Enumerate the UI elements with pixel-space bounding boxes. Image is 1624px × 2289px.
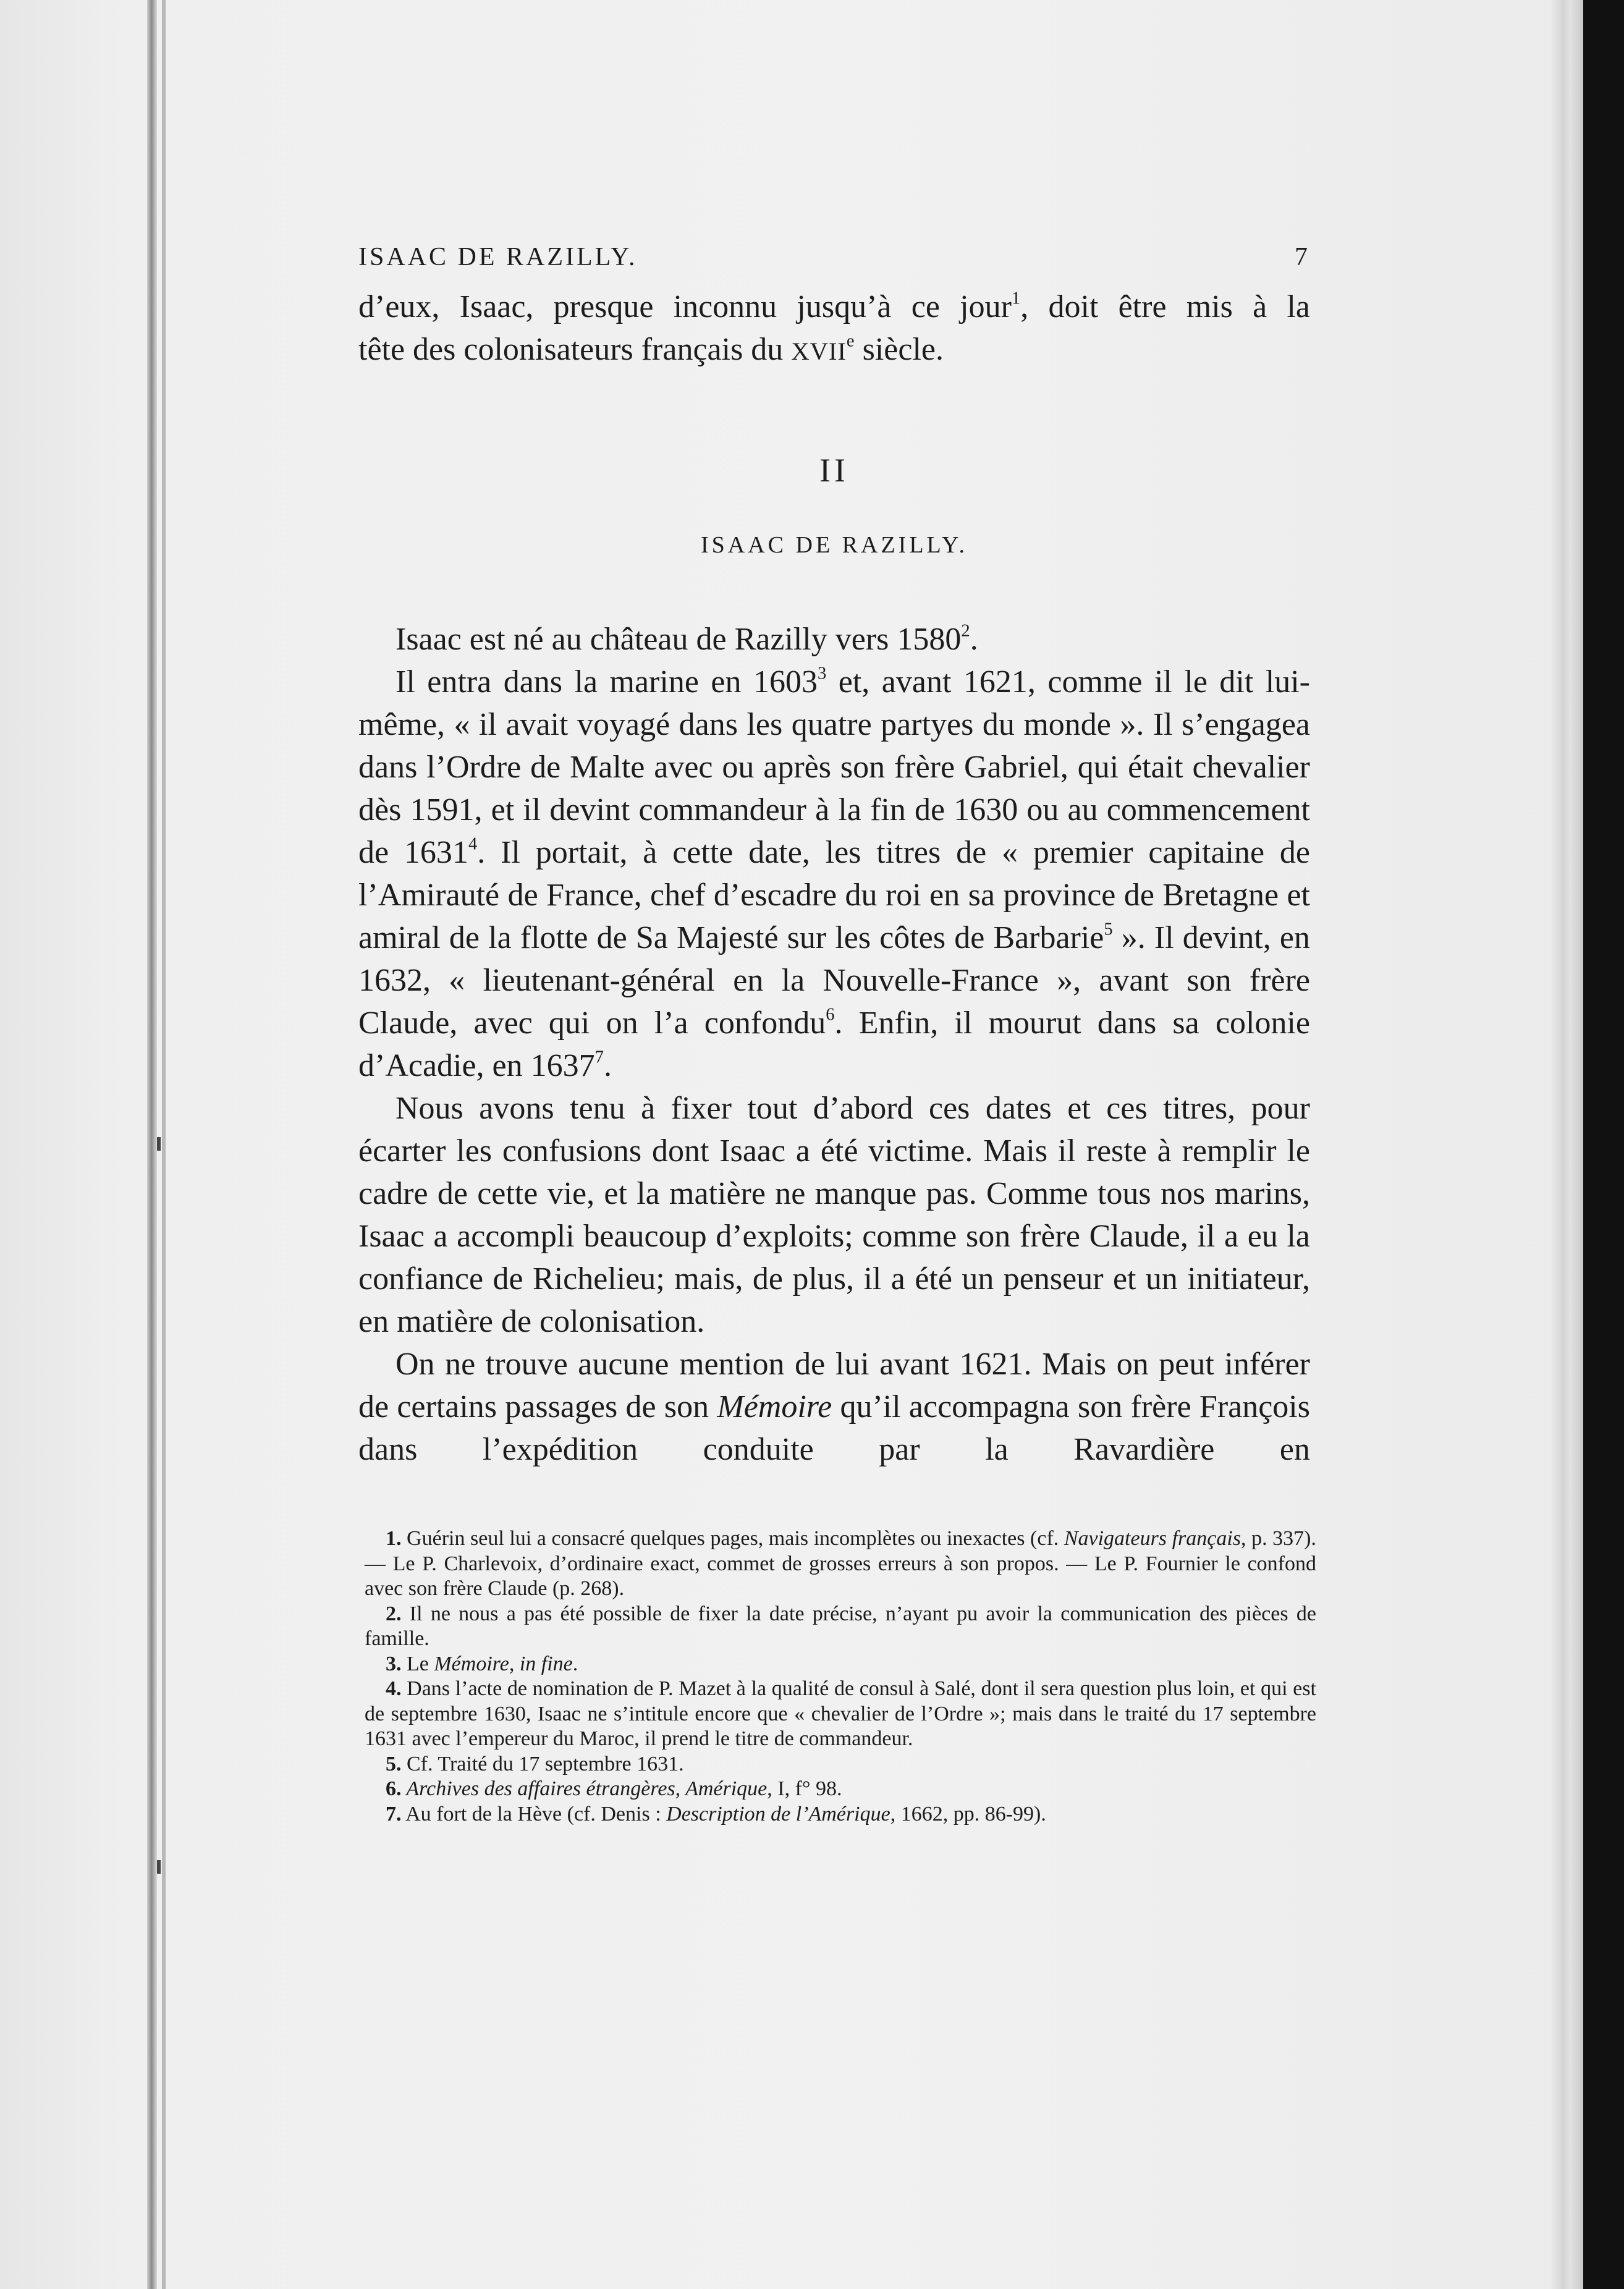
footnote-2 xyxy=(365,1602,1316,1652)
text-run: et, avant 1621, comme il le dit lui-même, « il avait voyagé dans les quatre partyes du monde ». Il s’engagea dans l’Ordre de Malte avec ou après son frère Gabriel, qui était chevalier dès 1591, et il devint commandeur à la fin de 1630 ou au commencement de 1631 xyxy=(358,664,1310,870)
text-run: . Enfin, il mourut dans sa colonie d’Acadie, en 1637 xyxy=(358,1005,1310,1083)
footnote-ref: 7 xyxy=(594,1047,604,1067)
text-run: Cf. Traité du 17 septembre 1631. xyxy=(401,1752,684,1775)
paragraph-2 xyxy=(358,661,1310,1087)
opening-line-1 xyxy=(358,286,1310,328)
footnote-number: 6. xyxy=(386,1777,402,1800)
footnotes xyxy=(365,1526,1316,1827)
text-run: , p. 337). — Le P. Charlevoix, d’ordinaire exact, commet de grosses erreurs à son propos. — Le P. Fournier le confond avec son frère Claude (p. 268). xyxy=(365,1527,1316,1600)
italic-title: Description de l’Amérique xyxy=(666,1802,890,1826)
opening-line-2 xyxy=(358,328,1310,373)
paragraph-4 xyxy=(358,1343,1310,1471)
binding-fold xyxy=(147,0,157,2289)
main-text xyxy=(358,618,1310,1471)
page-number: 7 xyxy=(1295,243,1310,271)
text-run: Guérin seul lui a consacré quelques pages, mais incomplètes ou inexactes (cf. xyxy=(401,1527,1064,1550)
paragraph-3: Nous avons tenu à fixer tout d’abord ces dates et ces titres, pour écarter les confusions dont Isaac a été victime. Mais il reste à remplir le cadre de cette vie, et la matière ne manque pas. Comme tous nos marins, Isaac a accompli beaucoup d’exploits; comme son frère Claude, il a eu la confiance de Richelieu; mais, de plus, il a été un penseur et un initiateur, en matière de colonisation. xyxy=(358,1091,1310,1339)
footnote-number: 1. xyxy=(386,1527,402,1550)
footnote-ref: 1 xyxy=(1011,289,1021,308)
text-run: Le xyxy=(401,1652,434,1675)
century-numeral: XVII xyxy=(791,337,847,365)
text-run: . Il portait, à cette date, les titres de « premier capitaine de l’Amirauté de France, chef d’escadre du roi en sa province de Bretagne et amiral de la flotte de Sa Majesté sur les côtes de Barbarie xyxy=(358,835,1310,955)
footnote-number: 2. xyxy=(386,1602,402,1625)
footnote-5 xyxy=(365,1752,1316,1777)
paragraph-1 xyxy=(358,618,1310,661)
text-run: , doit être mis à la xyxy=(1020,289,1311,324)
italic-title: Mémoire, in fine xyxy=(434,1652,573,1675)
section-title: ISAAC DE RAZILLY. xyxy=(701,532,968,558)
text-run: On ne trouve aucune mention de lui avant 1621. Mais on peut inférer de certains passages de son xyxy=(358,1347,1310,1424)
italic-title: Navigateurs français xyxy=(1064,1527,1241,1550)
text-run: . xyxy=(572,1652,578,1675)
italic-title: Archives des affaires étrangères, Amérique xyxy=(401,1777,768,1800)
text-run: d’eux, Isaac, presque inconnu jusqu’à ce jour xyxy=(358,289,1012,324)
footnote-ref: 6 xyxy=(826,1005,835,1025)
margin-mark xyxy=(157,1860,161,1874)
footnote-number: 5. xyxy=(386,1752,402,1775)
text-run: tête des colonisateurs français du xyxy=(358,332,792,367)
binding-fold-line xyxy=(162,0,166,2289)
running-title: ISAAC DE RAZILLY. xyxy=(358,243,638,271)
footnote-number: 7. xyxy=(386,1802,402,1826)
text-run: , 1662, pp. 86-99). xyxy=(890,1802,1046,1826)
footnote-7 xyxy=(365,1802,1316,1827)
footnote-1 xyxy=(365,1526,1316,1602)
running-header xyxy=(358,242,1310,277)
text-run: . xyxy=(970,622,978,657)
text-run: . xyxy=(603,1048,612,1083)
page-edge xyxy=(1550,0,1583,2289)
footnote-6 xyxy=(365,1777,1316,1802)
italic-title: Mémoire xyxy=(717,1389,832,1424)
text-run: Il ne nous a pas été possible de fixer la date précise, n’ayant pu avoir la communication des pièces de famille. xyxy=(365,1602,1316,1650)
footnote-ref: 5 xyxy=(1104,920,1113,939)
footnote-4 xyxy=(365,1677,1316,1752)
margin-mark xyxy=(157,1137,161,1151)
superscript: e xyxy=(846,331,855,351)
text-run: Au fort de la Hève (cf. Denis : xyxy=(401,1802,667,1826)
text-run: Il entra dans la marine en 1603 xyxy=(395,664,818,700)
section-number: II xyxy=(819,452,849,489)
footnote-number: 3. xyxy=(386,1652,402,1675)
text-run: Dans l’acte de nomination de P. Mazet à la qualité de consul à Salé, dont il sera question plus loin, et qui est de septembre 1630, Isaac ne s’intitule encore que « chevalier de l’Ordre »; mais dans le traité du 17 septembre 1631 avec l’empereur du Maroc, il prend le titre de commandeur. xyxy=(365,1677,1316,1750)
footnote-ref: 2 xyxy=(961,621,970,641)
text-run: ». Il devint, en 1632, « lieutenant-général en la Nouvelle-France », avant son frère Claude, avec qui on l’a confondu xyxy=(358,920,1310,1041)
text-run: qu’il accompagna son frère François dans l’expédition conduite par la Ravardière en xyxy=(358,1389,1310,1467)
text-run: Isaac est né au château de Razilly vers 1580 xyxy=(395,622,962,657)
text-run: , I, f° 98. xyxy=(767,1777,842,1800)
scan-border xyxy=(1583,0,1624,2289)
footnote-ref: 4 xyxy=(468,834,478,854)
footnote-3 xyxy=(365,1652,1316,1677)
text-run: siècle. xyxy=(854,332,944,367)
footnote-number: 4. xyxy=(386,1677,402,1700)
footnote-ref: 3 xyxy=(817,664,827,683)
opening-paragraph xyxy=(358,286,1310,373)
